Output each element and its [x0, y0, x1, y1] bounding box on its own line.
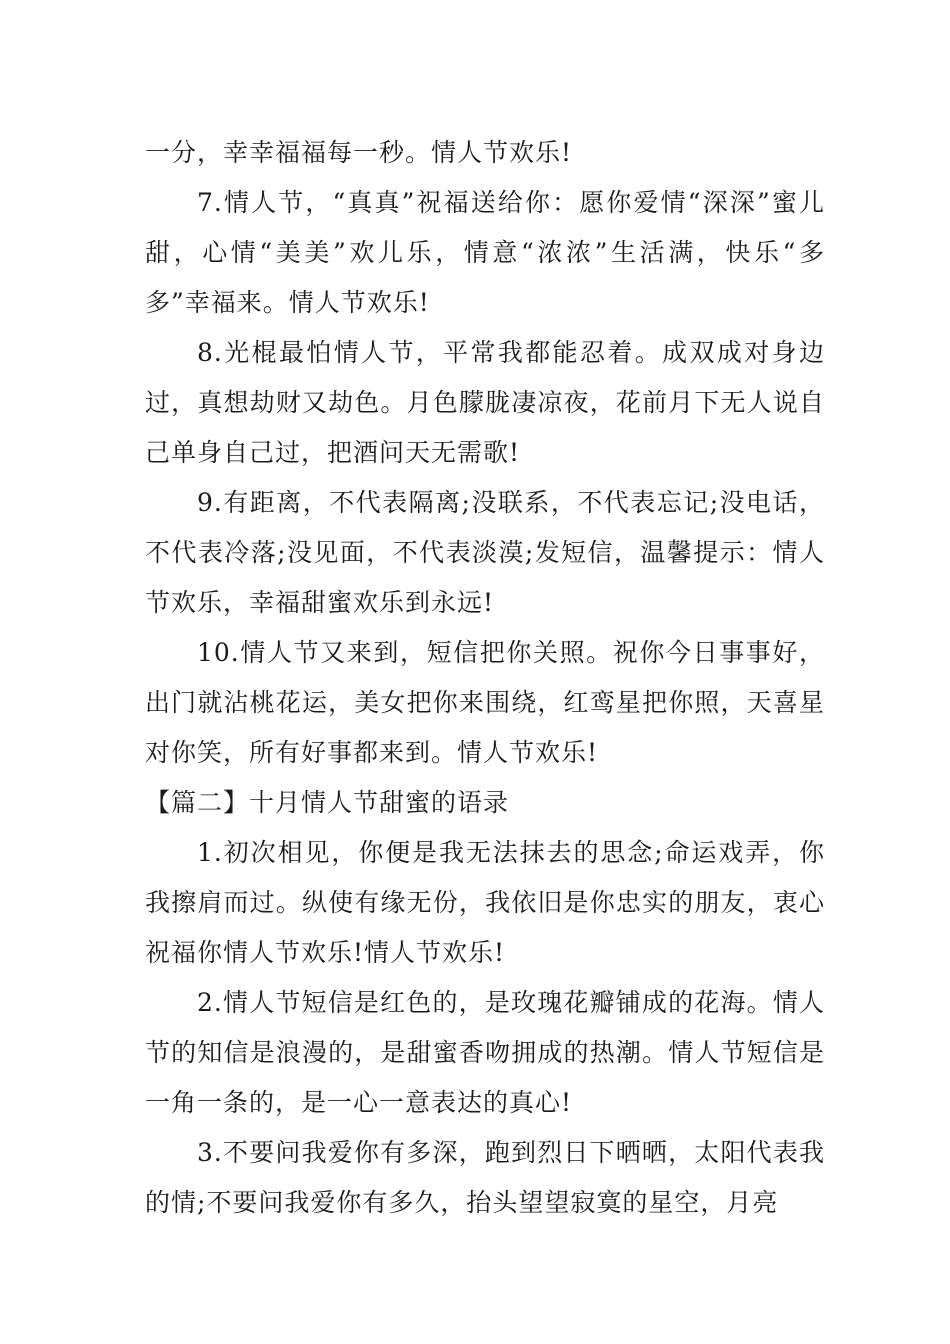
paragraph-item-8: 8.光棍最怕情人节，平常我都能忍着。成双成对身边过，真想劫财又劫色。月色朦胧凄凉夜，花前月下无人说自己单身自己过，把酒问天无需歌! — [145, 338, 825, 467]
section-heading: 【篇二】十月情人节甜蜜的语录 — [145, 788, 510, 817]
paragraph-section2-item-3: 3.不要问我爱你有多深，跑到烈日下晒晒，太阳代表我的情;不要问我爱你有多久，抬头望望寂寞的星空，月亮 — [145, 1138, 825, 1217]
paragraph-section2-item-2: 2.情人节短信是红色的，是玫瑰花瓣铺成的花海。情人节的知信是浪漫的，是甜蜜香吻拥成的热潮。情人节短信是一角一条的，是一心一意表达的真心! — [145, 988, 825, 1117]
paragraph-continuation: 一分，幸幸福福每一秒。情人节欢乐! — [145, 138, 573, 167]
paragraph-item-7: 7.情人节，“真真”祝福送给你：愿你爱情“深深”蜜儿甜，心情“美美”欢儿乐，情意“浓浓”生活满，快乐“多多”幸福来。情人节欢乐! — [145, 188, 825, 317]
paragraph-item-10: 10.情人节又来到，短信把你关照。祝你今日事事好，出门就沾桃花运，美女把你来围绕，红鸾星把你照，天喜星对你笑，所有好事都来到。情人节欢乐! — [145, 638, 825, 767]
document-body — [145, 128, 825, 1228]
paragraph-section2-item-1: 1.初次相见，你便是我无法抹去的思念;命运戏弄，你我擦肩而过。纵使有缘无份，我依旧是你忠实的朋友，衷心祝福你情人节欢乐!情人节欢乐! — [145, 838, 825, 967]
paragraph-item-9: 9.有距离，不代表隔离;没联系，不代表忘记;没电话，不代表冷落;没见面，不代表淡漠;发短信，温馨提示：情人节欢乐，幸福甜蜜欢乐到永远! — [145, 488, 825, 617]
